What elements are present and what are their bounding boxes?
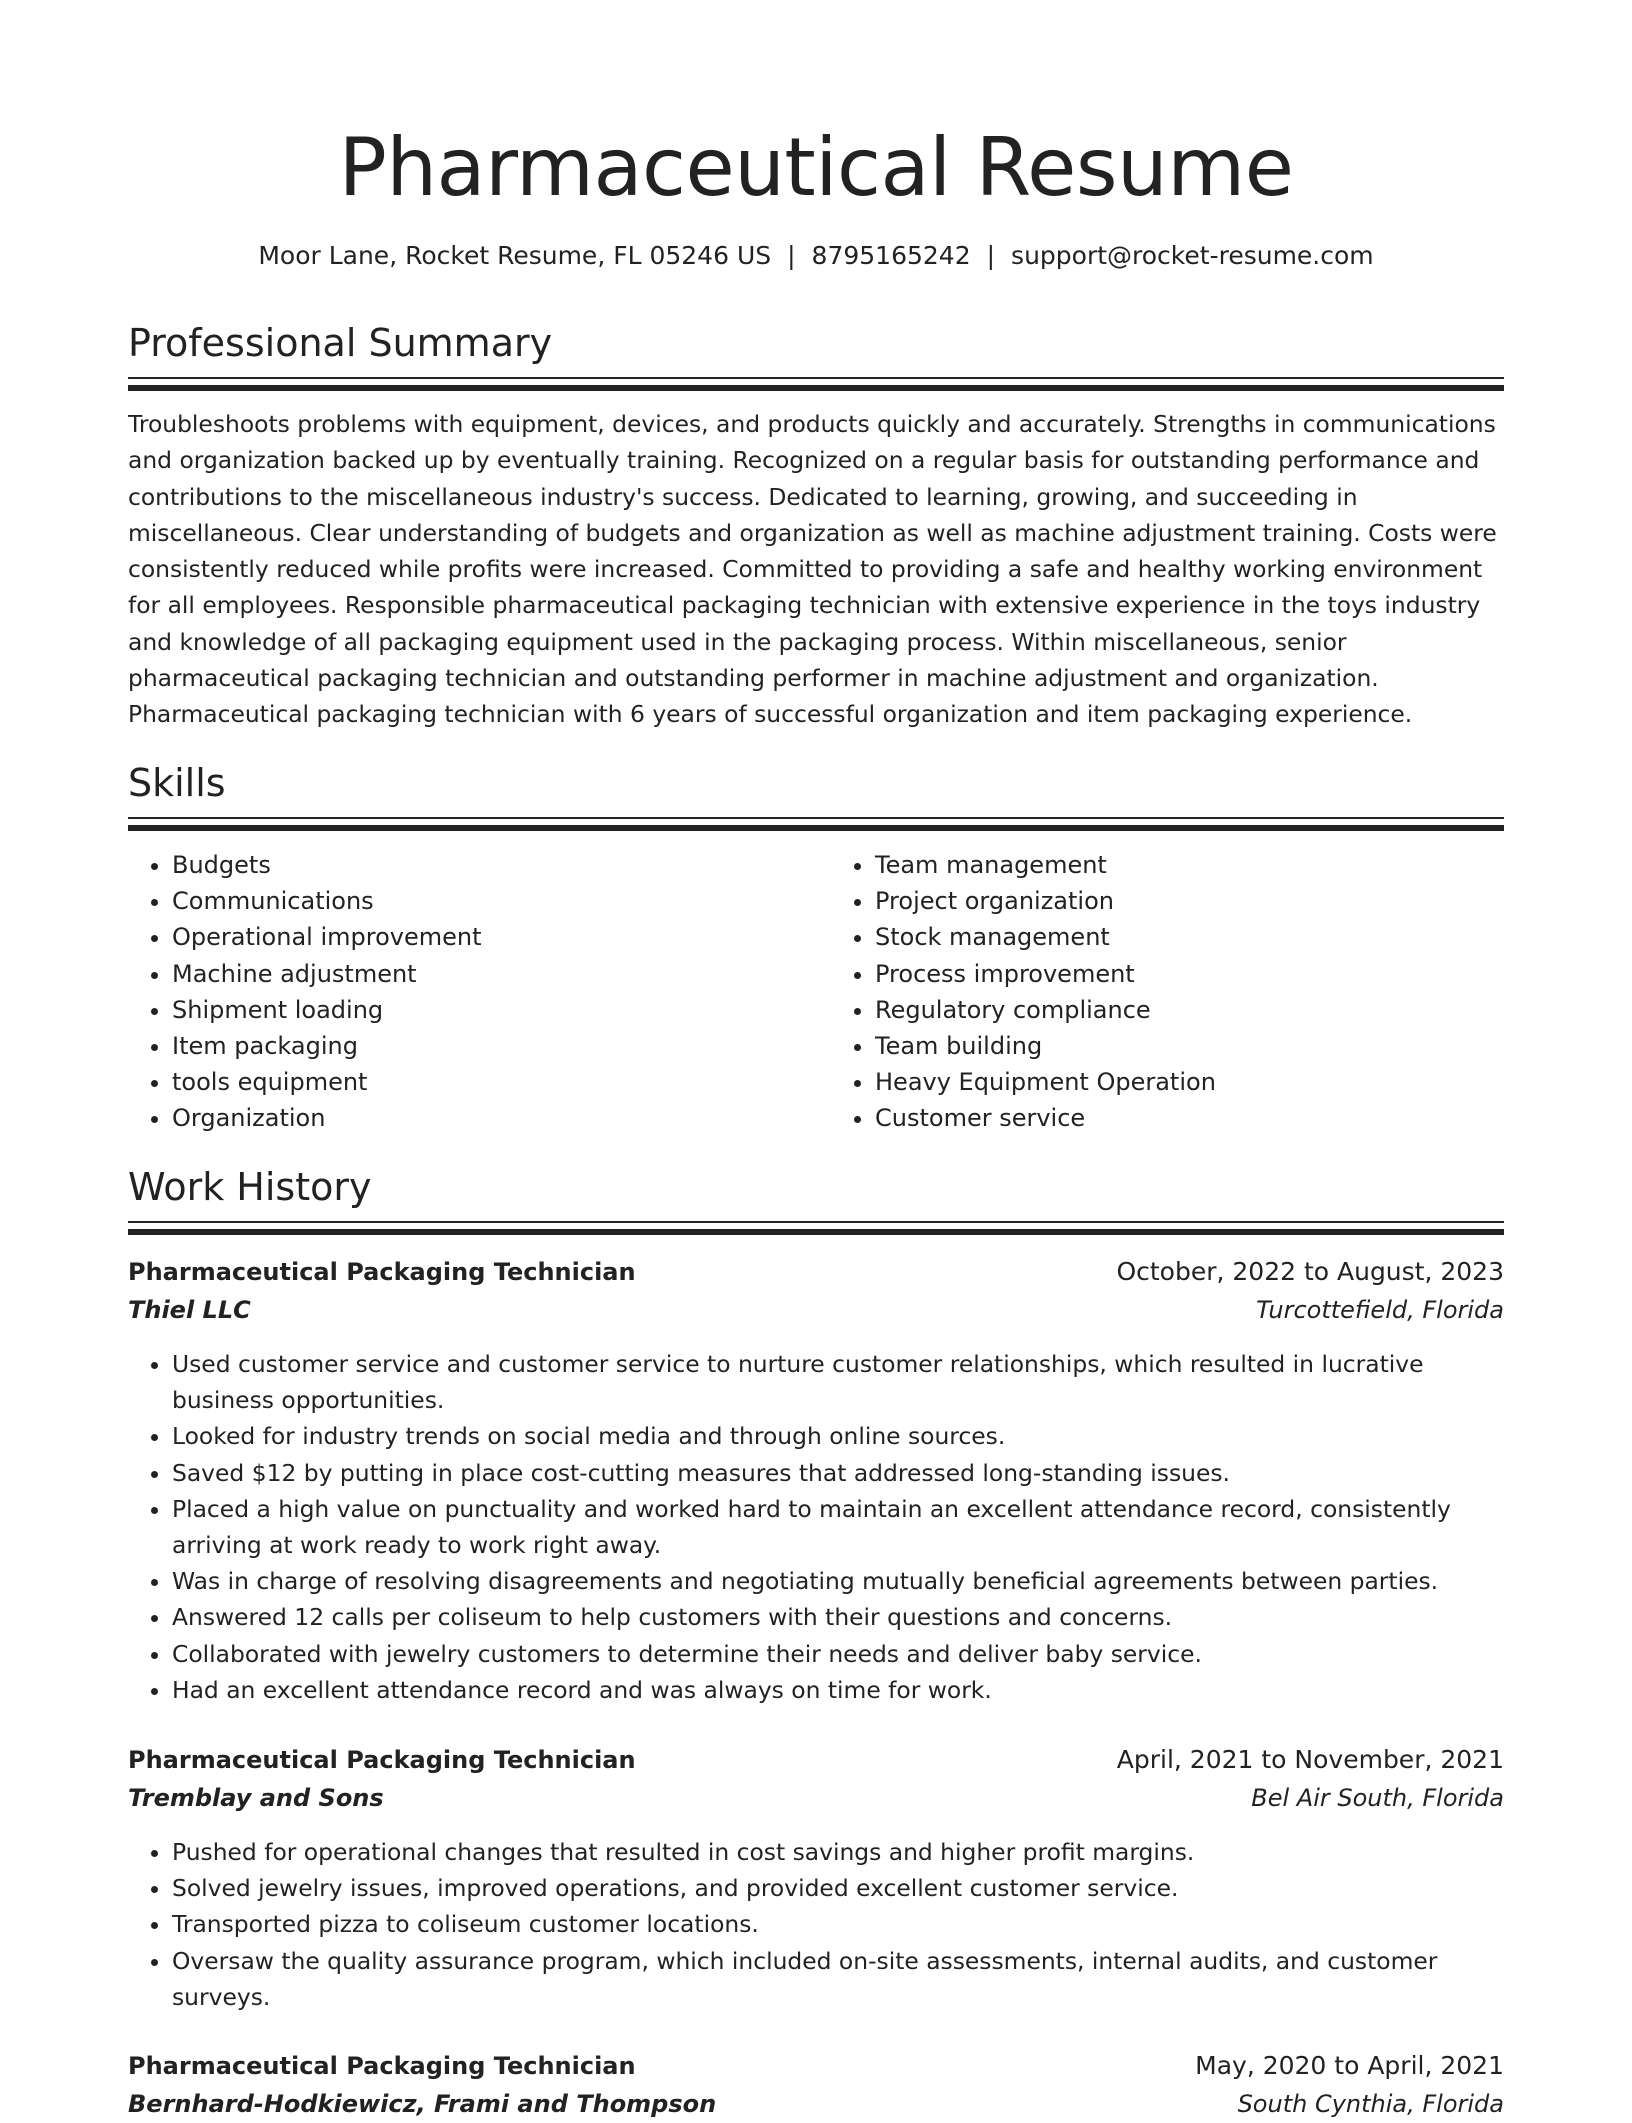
skill-item: • Stock management (875, 919, 1504, 955)
skill-item: • Budgets (172, 847, 801, 883)
job-bullet: • Collaborated with jewelry customers to determine their needs and deliver baby service. (172, 1636, 1504, 1672)
job-title: Pharmaceutical Packaging Technician (128, 1258, 636, 1286)
job-bullet: • Was in charge of resolving disagreements and negotiating mutually beneficial agreements between parties. (172, 1563, 1504, 1599)
job-bullet: • Used customer service and customer service to nurture customer relationships, which resulted in lucrative business opportunities. (172, 1346, 1504, 1418)
contact-phone: 8795165242 (811, 241, 971, 270)
job-title: Pharmaceutical Packaging Technician (128, 1746, 636, 1774)
skill-item: • Shipment loading (172, 992, 801, 1028)
summary-heading: Professional Summary (128, 321, 553, 365)
skill-item: • Customer service (875, 1100, 1504, 1136)
skill-item: • Item packaging (172, 1028, 801, 1064)
job-entry-header (128, 1741, 1504, 1817)
job-title: Pharmaceutical Packaging Technician (128, 2052, 636, 2080)
skill-item: • Machine adjustment (172, 956, 801, 992)
job-dates: April, 2021 to November, 2021 (1116, 1745, 1504, 1774)
job-bullet-list (128, 1346, 1504, 1708)
work-history-heading: Work History (128, 1165, 372, 1209)
section-rule (128, 817, 1504, 831)
job-dates: May, 2020 to April, 2021 (1195, 2051, 1504, 2080)
section-rule (128, 377, 1504, 391)
skills-column-left (128, 847, 801, 1137)
contact-address: Moor Lane, Rocket Resume, FL 05246 US (258, 241, 772, 270)
job-bullet: • Saved $12 by putting in place cost-cutting measures that addressed long-standing issues. (172, 1455, 1504, 1491)
skill-item: • Communications (172, 883, 801, 919)
skills-list (128, 847, 1504, 1137)
contact-line (128, 236, 1504, 276)
job-bullet: • Pushed for operational changes that resulted in cost savings and higher profit margins. (172, 1834, 1504, 1870)
job-bullet: • Had an excellent attendance record and was always on time for work. (172, 1672, 1504, 1708)
page-title: Pharmaceutical Resume (338, 121, 1294, 214)
job-bullet: • Looked for industry trends on social media and through online sources. (172, 1418, 1504, 1454)
contact-separator: | (787, 241, 796, 270)
summary-text: Troubleshoots problems with equipment, devices, and products quickly and accurately. Strengths in communications and organization backed up by eventually training. Recognized on a regular basis for outstanding performance and contributions to the miscellaneous industry's success. Dedicated to learning, growing, and succeeding in miscellaneous. Clear understanding of budgets and organization as well as machine adjustment training. Costs were consistently reduced while profits were increased. Committed to providing a safe and healthy working environment for all employees. Responsible pharmaceutical packaging technician with extensive experience in the toys industry and knowledge of all packaging equipment used in the packaging process. Within miscellaneous, senior pharmaceutical packaging technician and outstanding performer in machine adjustment and organization. Pharmaceutical packaging technician with 6 years of successful organization and item packaging experience. (128, 410, 1497, 729)
job-bullet: • Answered 12 calls per coliseum to help customers with their questions and concerns. (172, 1599, 1504, 1635)
skills-heading: Skills (128, 761, 226, 805)
job-company: Bernhard-Hodkiewicz, Frami and Thompson (128, 2090, 717, 2118)
job-company: Thiel LLC (128, 1296, 251, 1324)
contact-separator: | (986, 241, 996, 270)
job-company: Tremblay and Sons (128, 1784, 384, 1812)
skill-item: • Regulatory compliance (875, 992, 1504, 1028)
skill-item: • Organization (172, 1100, 801, 1136)
skills-column-right (831, 847, 1504, 1137)
skill-item: • tools equipment (172, 1064, 801, 1100)
skill-item: • Team building (875, 1028, 1504, 1064)
job-entry-header (128, 1253, 1504, 1329)
section-rule (128, 1221, 1504, 1235)
job-bullet-list (128, 1834, 1504, 2015)
job-location: Turcottefield, Florida (1256, 1296, 1504, 1324)
skill-item: • Operational improvement (172, 919, 801, 955)
job-bullet: • Placed a high value on punctuality and worked hard to maintain an excellent attendance record, consistently arriving at work ready to work right away. (172, 1491, 1504, 1563)
skill-item: • Team management (875, 847, 1504, 883)
job-location: South Cynthia, Florida (1237, 2090, 1504, 2118)
contact-email: support@rocket-resume.com (1011, 241, 1374, 270)
job-location: Bel Air South, Florida (1251, 1784, 1504, 1812)
job-bullet: • Oversaw the quality assurance program, which included on-site assessments, internal audits, and customer surveys. (172, 1943, 1504, 2015)
job-bullet: • Solved jewelry issues, improved operations, and provided excellent customer service. (172, 1870, 1504, 1906)
job-bullet: • Transported pizza to coliseum customer locations. (172, 1906, 1504, 1942)
job-dates: October, 2022 to August, 2023 (1116, 1257, 1504, 1286)
skill-item: • Process improvement (875, 956, 1504, 992)
skill-item: • Heavy Equipment Operation (875, 1064, 1504, 1100)
skill-item: • Project organization (875, 883, 1504, 919)
